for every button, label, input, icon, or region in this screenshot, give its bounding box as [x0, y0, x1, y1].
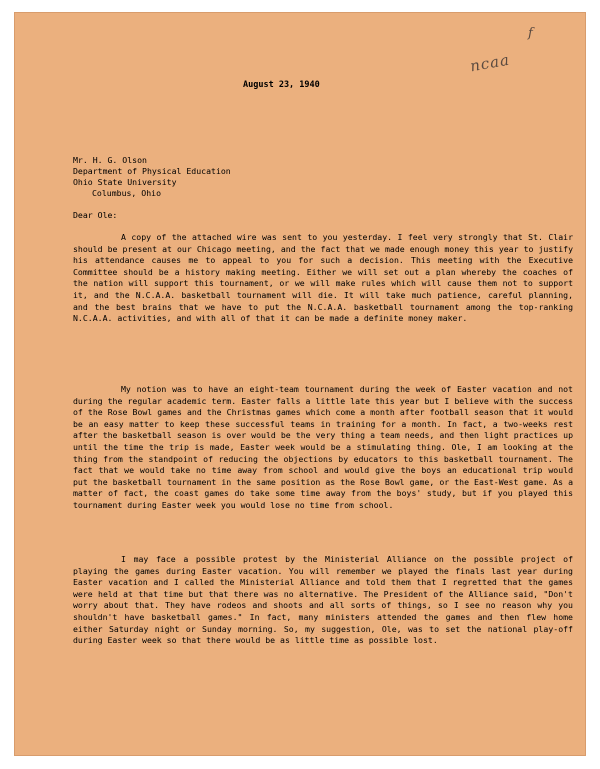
- paragraph-text: My notion was to have an eight-team tournament during the week of Easter vacation and not during the regular academic term. Easter falls a little late this year but I believe with the success of the Rose Bowl games and the Christmas games which come a month after football season that it would be an easy matter to keep these successful teams in training for a month. In fact, a two-weeks rest after the basketball season is over would be the very thing a team needs, and then light practices up until the time the trip is made, Easter week would be a stimulating thing. Ole, I am looking at the thing from the standpoint of reducing the objections by educators to this basketball tournament. The fact that we would take no time away from school and would give the boys an educational trip would put the basketball tournament in the same position as the Rose Bowl game, or the East-West game. As a matter of fact, the coast games do take some time away from the boys' study, but if you played this tournament during Easter week you would lose no time from school.: [73, 384, 573, 510]
- letter-date: August 23, 1940: [243, 80, 320, 90]
- recipient-name: Mr. H. G. Olson: [73, 155, 147, 165]
- paragraph-text: A copy of the attached wire was sent to you yesterday. I feel very strongly that St. Clair should be present at our Chicago meeting, and the fact that we made enough money this year to justify his attendance causes me to appeal to you for such a decision. This meeting with the Executive Committee should be a history making meeting. Either we will set out a plan whereby the coaches of the nation will support this tournament, or we will make rules which will cause them not to support it, and the N.C.A.A. basketball tournament will die. It will take much patience, careful planning, and the best brains that we have to put the N.C.A.A. basketball tournament among the top-ranking N.C.A.A. activities, and with all of that it can be made a definite money maker.: [73, 232, 573, 324]
- corner-handwritten-mark: f: [528, 26, 534, 41]
- body-paragraph-3: [73, 554, 573, 647]
- salutation: Dear Ole:: [73, 210, 118, 220]
- recipient-city: Columbus, Ohio: [92, 188, 162, 198]
- recipient-address: [73, 155, 231, 199]
- body-paragraph-1: [73, 232, 573, 325]
- body-paragraph-2: [73, 384, 573, 512]
- paragraph-text: I may face a possible protest by the Ministerial Alliance on the possible project of playing the games during Easter vacation. You will remember we played the finals last year during Easter vacation and I called the Ministerial Alliance and told them that I regretted that the games were held at that time but that there was no alternative. The President of the Alliance said, "Don't worry about that. They have rodeos and shoots and all sorts of things, so I see no reason why you shouldn't have basketball games." In fact, many ministers attended the games and then flew home either Saturday night or Sunday morning. So, my suggestion, Ole, was to set the national play-off during Easter week so that there would be as little time as possible lost.: [73, 554, 573, 646]
- handwritten-note: ncaa: [468, 50, 512, 76]
- recipient-institution: Ohio State University: [73, 177, 177, 187]
- recipient-department: Department of Physical Education: [73, 166, 231, 176]
